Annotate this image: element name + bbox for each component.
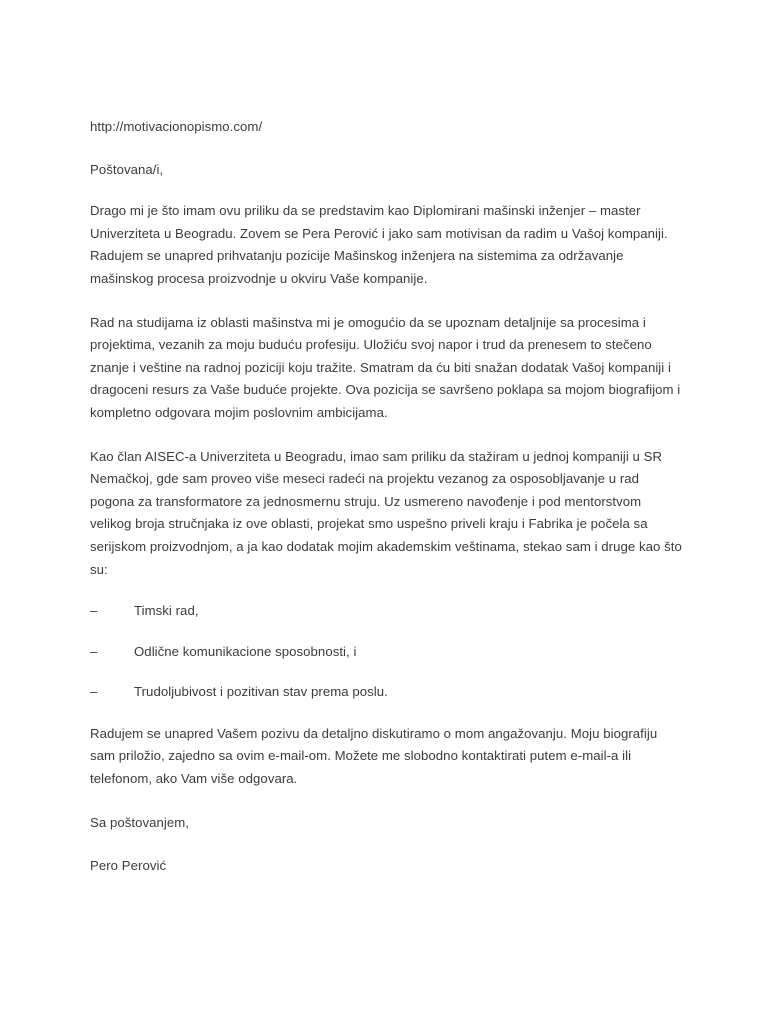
list-dash: – [90,603,98,619]
list-item [90,641,690,664]
paragraph-contact: Radujem se unapred Vašem pozivu da detaljno diskutiramo o mom angažovanju. Moju biografiju sam priložio, zajedno sa ovim e-mail-om. Možete me slobodno kontaktirati putem e-mail-a ili telefonom, ako Vam više odgovara. [90,725,658,787]
list-item [90,681,690,704]
salutation: Poštovana/i, [90,161,164,177]
list-dash: – [90,684,98,700]
list-item-text: Trudoljubivost i pozitivan stav prema poslu. [134,684,388,700]
signature: Pero Perović [90,858,167,874]
paragraph-experience: Kao član AISEC-a Univerziteta u Beogradu, imao sam priliku da stažiram u jednoj kompaniji u SR Nemačkoj, gde sam proveo više meseci radeći na projektu vezanog za osposobljavanje u rad pogona za transformatore za jednosmernu struju. Uz usmereno navođenje i pod mentorstvom velikog broja stručnjaka iz ove oblasti, projekat smo uspešno priveli kraju i Fabrika je počela sa serijskom proizvodnjom, a ja kao dodatak mojim akademskim veštinama, stekao sam i druge kao što su: [90,448,682,577]
list-dash: – [90,643,98,659]
paragraph-intro: Drago mi je što imam ovu priliku da se predstavim kao Diplomirani mašinski inženjer – master Univerziteta u Beogradu. Zovem se Pera Perović i jako sam motivisan da radim u Vašoj kompaniji. Radujem se unapred prihvatanju pozicije Mašinskog inženjera na sistemima za održavanje mašinskog procesa proizvodnje u okviru Vaše kompanije. [90,203,668,286]
list-item-text: Odlične komunikacione sposobnosti, i [134,643,357,659]
closing: Sa poštovanjem, [90,814,189,830]
source-url: http://motivacionopismo.com/ [90,119,263,134]
list-item [90,600,690,623]
paragraph-studies: Rad na studijama iz oblasti mašinstva mi je omogućio da se upoznam detaljnije sa procesima i projektima, vezanih za moju buduću profesiju. Uložiću svoj napor i trud da prenesem to stečeno znanje i veštine na radnoj poziciji koju tražite. Smatram da ću biti snažan dodatak Vašoj kompaniji i dragoceni resurs za Vaše buduće projekte. Ova pozicija se savršeno poklapa sa mojom biografijom i kompletno odgovara mojim poslovnim ambicijama. [90,314,681,420]
list-item-text: Timski rad, [134,603,199,619]
cover-letter [90,116,690,896]
